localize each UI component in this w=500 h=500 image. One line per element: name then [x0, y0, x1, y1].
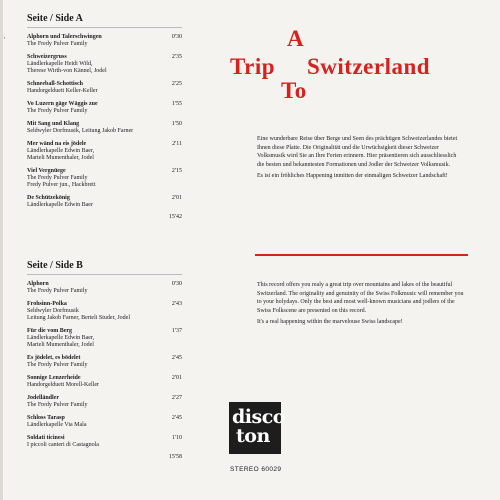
track-duration: 2'27	[171, 395, 182, 401]
track-item	[27, 395, 182, 409]
track-title: Sonnige Lenzerheide	[27, 375, 81, 381]
track-title: Schneeball-Schottisch	[27, 81, 84, 87]
side-b-heading: Seite / Side B	[27, 260, 83, 271]
track-item	[27, 435, 182, 449]
track-duration: 2'11	[172, 141, 182, 147]
title-trip: Trip	[230, 54, 276, 79]
track-item	[27, 54, 182, 75]
track-duration: 2'01	[171, 195, 182, 201]
track-title: Mit Sang und Klang	[27, 121, 80, 127]
title-a: A	[287, 26, 305, 51]
track-performer: Ländlerkapelle Edwin Baer,	[27, 335, 95, 341]
side-b-tracks	[27, 281, 182, 449]
track-performer: Ländlerkapelle Edwin Baer	[27, 202, 93, 208]
track-item	[27, 281, 182, 295]
track-duration: 2'15	[171, 168, 182, 174]
disco-ton-logo	[229, 402, 285, 454]
red-divider	[255, 254, 468, 256]
track-item	[27, 375, 182, 389]
track-duration: 1'55	[171, 101, 182, 107]
track-duration: 2'25	[171, 81, 182, 87]
side-b-heading-rule	[27, 274, 182, 275]
track-performer: Handorgelduett Keller-Keller	[27, 88, 98, 94]
english-paragraph: It's a real happening within the marvelouse Swiss landscape!	[257, 319, 403, 326]
side-a-tracklist	[27, 10, 182, 221]
track-title: Soldati ticinesi	[27, 435, 65, 441]
side-a-tracks	[27, 34, 182, 209]
track-duration: 2'45	[171, 415, 182, 421]
track-duration: 2'45	[171, 355, 182, 361]
track-item	[27, 301, 182, 322]
track-performer: Marteli Mumenthaler, Jodel	[27, 342, 94, 348]
track-title: Schweizergruss	[27, 54, 67, 60]
track-performer: Ländlerkapelle Edwin Baer,	[27, 148, 95, 154]
german-paragraph: Es ist ein fröhliches Happening inmitten der einmaligen Schweizer Landschaft!	[257, 173, 448, 180]
track-title: De Schützekönig	[27, 195, 70, 201]
logo-text-line: ton	[236, 425, 270, 447]
track-performer: The Fredy Pulver Family	[27, 288, 88, 294]
track-performer: Leitung Jakob Farner, Berteli Studer, Jodel	[27, 315, 130, 321]
track-duration: 2'01	[171, 375, 182, 381]
track-performer: Seldwyler Dorfmusik	[27, 308, 79, 314]
english-liner-notes	[257, 281, 465, 330]
catalog-number: STEREO 60029	[230, 466, 282, 473]
track-performer: Marteli Mumenthaler, Jodel	[27, 155, 94, 161]
english-paragraph: This record offers you realy a great trip over mountains and lakes of the beautiful Switzerland. The originality and genuinity of the Swiss Folkmusic will remember you to your holydays. Only the best and most well-known musicians and jodlers of the Swiss Folkscene are presented on this record.	[257, 282, 464, 314]
side-b-tracklist	[27, 260, 182, 461]
track-duration: 1'50	[171, 121, 182, 127]
side-a-total: 15'42	[168, 214, 182, 220]
track-item	[27, 355, 182, 369]
track-duration: 0'30	[171, 34, 182, 40]
side-a-heading: Seite / Side A	[27, 13, 83, 24]
side-b-total: 15'58	[168, 454, 182, 460]
track-title: Schloss Tarasp	[27, 415, 65, 421]
track-title: Jodelländler	[27, 395, 60, 401]
track-performer: Fredy Pulver jun., Hackbrett	[27, 182, 96, 188]
title-to: To	[281, 78, 307, 103]
track-item	[27, 168, 182, 189]
track-performer: Therese Wirth-von Kännel, Jodel	[27, 68, 107, 74]
track-item	[27, 415, 182, 429]
side-a-heading-rule	[27, 27, 182, 28]
track-performer: The Fredy Pulver Family	[27, 108, 88, 114]
track-item	[27, 328, 182, 349]
track-duration: 0'30	[171, 281, 182, 287]
track-duration: 1'10	[171, 435, 182, 441]
track-performer: The Fredy Pulver Family	[27, 41, 88, 47]
track-performer: Ländlerkapelle Heidi Wild,	[27, 61, 93, 67]
track-title: Mer wänd na eis jödele	[27, 141, 87, 147]
track-title: Vo Luzern gäge Wäggis zue	[27, 101, 98, 107]
track-title: Es jödelet, es bödelet	[27, 355, 81, 361]
logo-text-line: disco	[232, 406, 285, 428]
track-title: Viel Vergnüege	[27, 168, 66, 174]
track-performer: The Fredy Pulver Family	[27, 402, 88, 408]
track-performer: The Fredy Pulver Family	[27, 175, 88, 181]
track-title: Für die vom Berg	[27, 328, 73, 334]
german-liner-notes	[257, 135, 465, 184]
track-performer: Handorgelduett Morell-Keller	[27, 382, 100, 388]
track-duration: 1'37	[171, 328, 182, 334]
track-performer: Ländlerkapelle Via Mala	[27, 422, 87, 428]
track-title: Frohsinn-Polka	[27, 301, 67, 307]
track-title: Alphorn und Talerschwingen	[27, 34, 102, 40]
track-item	[27, 34, 182, 48]
track-item	[27, 81, 182, 95]
track-performer: The Fredy Pulver Family	[27, 362, 88, 368]
title-switzerland: Switzerland	[307, 54, 431, 79]
track-performer: I piccoli canteri di Castagnola	[27, 442, 99, 448]
track-title: Alphorn	[27, 281, 49, 287]
track-duration: 2'43	[171, 301, 182, 307]
sleeve-edge	[0, 0, 6, 500]
track-performer: Seldwyler Dorfmusik, Leitung Jakob Farner	[27, 128, 134, 134]
german-paragraph: Eine wunderbare Reise über Berge und Seen des prächtigen Schweizerlandes bietet Ihnen diese Platte. Die Originalität und die Urwüchsigkeit dieser Schweizer Volksmusik wird Sie an Ihre Ferien erinnern. Hier präsentieren sich ausschliesslich die besten und bekanntesten Formationen und Jodler der Schweizer Volksmusik.	[257, 136, 458, 168]
track-item	[27, 141, 182, 162]
track-duration: 2'35	[171, 54, 182, 60]
track-item	[27, 195, 182, 209]
track-item	[27, 101, 182, 115]
edge-mark: '	[4, 36, 6, 44]
track-item	[27, 121, 182, 135]
